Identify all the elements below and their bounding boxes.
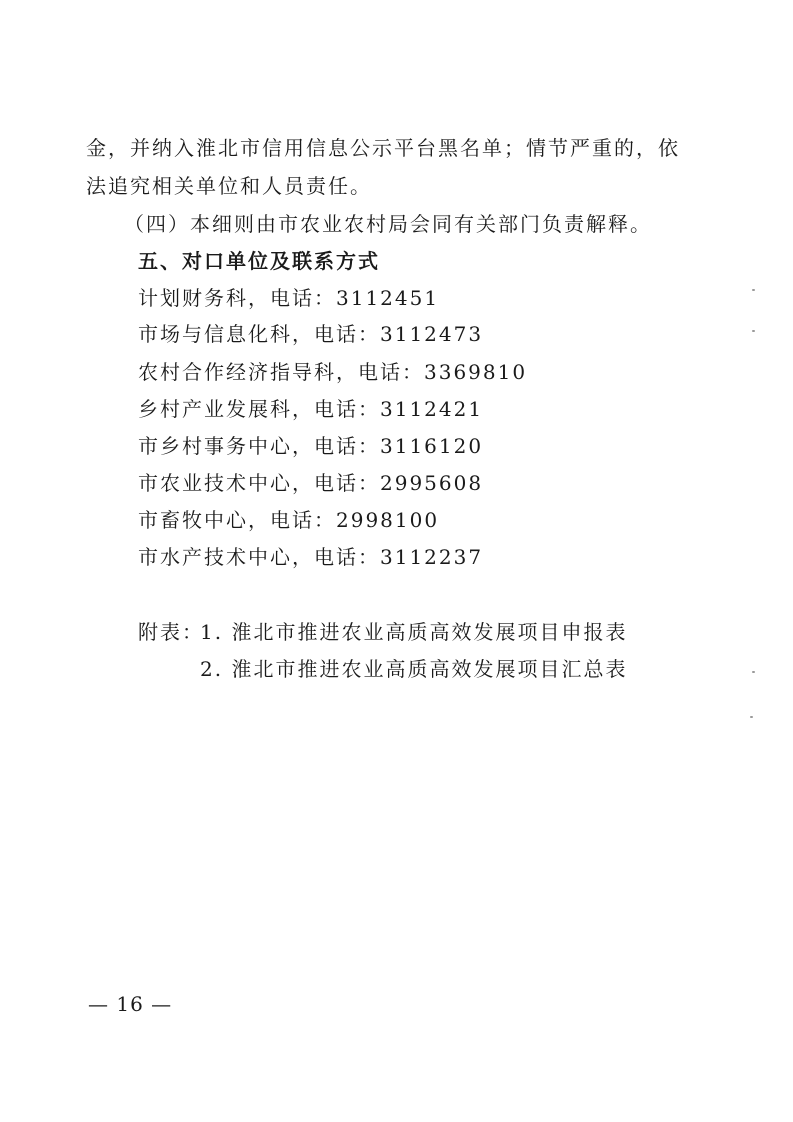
contact-phone: 3369810 bbox=[424, 360, 528, 384]
contact-line bbox=[138, 395, 483, 423]
contact-phone: 3112237 bbox=[380, 545, 484, 569]
paragraph-penalty-line-2: 法追究相关单位和人员责任。 bbox=[86, 174, 372, 198]
contact-unit: 农村合作经济指导科 bbox=[138, 360, 336, 384]
contact-unit: 市畜牧中心 bbox=[138, 508, 248, 532]
page-number: — 16 — bbox=[88, 992, 173, 1016]
contact-unit: 计划财务科 bbox=[138, 286, 248, 310]
scan-speck bbox=[752, 671, 755, 673]
contact-unit: 市场与信息化科 bbox=[138, 322, 292, 346]
paragraph-penalty-line-1: 金，并纳入淮北市信用信息公示平台黑名单；情节严重的，依 bbox=[86, 136, 680, 160]
contact-separator: ， bbox=[248, 508, 270, 532]
contact-phone: 3112473 bbox=[380, 322, 484, 346]
contact-phone: 2995608 bbox=[380, 471, 484, 495]
contact-separator: ， bbox=[292, 434, 314, 458]
contact-phone-label: 电话： bbox=[270, 508, 336, 532]
section-heading-contacts: 五、对口单位及联系方式 bbox=[138, 249, 380, 273]
contact-separator: ， bbox=[292, 471, 314, 495]
paragraph-interpretation: （四）本细则由市农业农村局会同有关部门负责解释。 bbox=[124, 212, 652, 236]
contact-separator: ， bbox=[292, 545, 314, 569]
contact-phone: 3116120 bbox=[380, 434, 484, 458]
contact-unit: 市农业技术中心 bbox=[138, 471, 292, 495]
attachment-item: 2. 淮北市推进农业高质高效发展项目汇总表 bbox=[200, 657, 628, 681]
attachment-item: 1. 淮北市推进农业高质高效发展项目申报表 bbox=[200, 620, 628, 644]
contact-line bbox=[138, 358, 527, 386]
contact-line bbox=[138, 284, 439, 312]
contact-phone-label: 电话： bbox=[314, 471, 380, 495]
contact-phone-label: 电话： bbox=[314, 397, 380, 421]
contact-phone: 3112451 bbox=[336, 286, 440, 310]
contact-phone-label: 电话： bbox=[314, 545, 380, 569]
contact-phone: 2998100 bbox=[336, 508, 440, 532]
contact-line bbox=[138, 432, 483, 460]
contact-unit: 乡村产业发展科 bbox=[138, 397, 292, 421]
contact-separator: ， bbox=[292, 322, 314, 346]
scan-speck bbox=[752, 330, 755, 332]
contact-phone-label: 电话： bbox=[314, 434, 380, 458]
contact-separator: ， bbox=[292, 397, 314, 421]
contact-line bbox=[138, 469, 483, 497]
contact-separator: ， bbox=[336, 360, 358, 384]
contact-unit: 市乡村事务中心 bbox=[138, 434, 292, 458]
contact-line bbox=[138, 320, 483, 348]
scan-speck bbox=[752, 289, 755, 291]
contact-phone-label: 电话： bbox=[314, 322, 380, 346]
contact-phone-label: 电话： bbox=[358, 360, 424, 384]
contact-unit: 市水产技术中心 bbox=[138, 545, 292, 569]
scan-speck bbox=[750, 716, 753, 718]
contact-line bbox=[138, 506, 439, 534]
contact-separator: ， bbox=[248, 286, 270, 310]
contact-phone-label: 电话： bbox=[270, 286, 336, 310]
contact-line bbox=[138, 543, 483, 571]
attachments-label: 附表： bbox=[138, 620, 204, 644]
contact-phone: 3112421 bbox=[380, 397, 484, 421]
